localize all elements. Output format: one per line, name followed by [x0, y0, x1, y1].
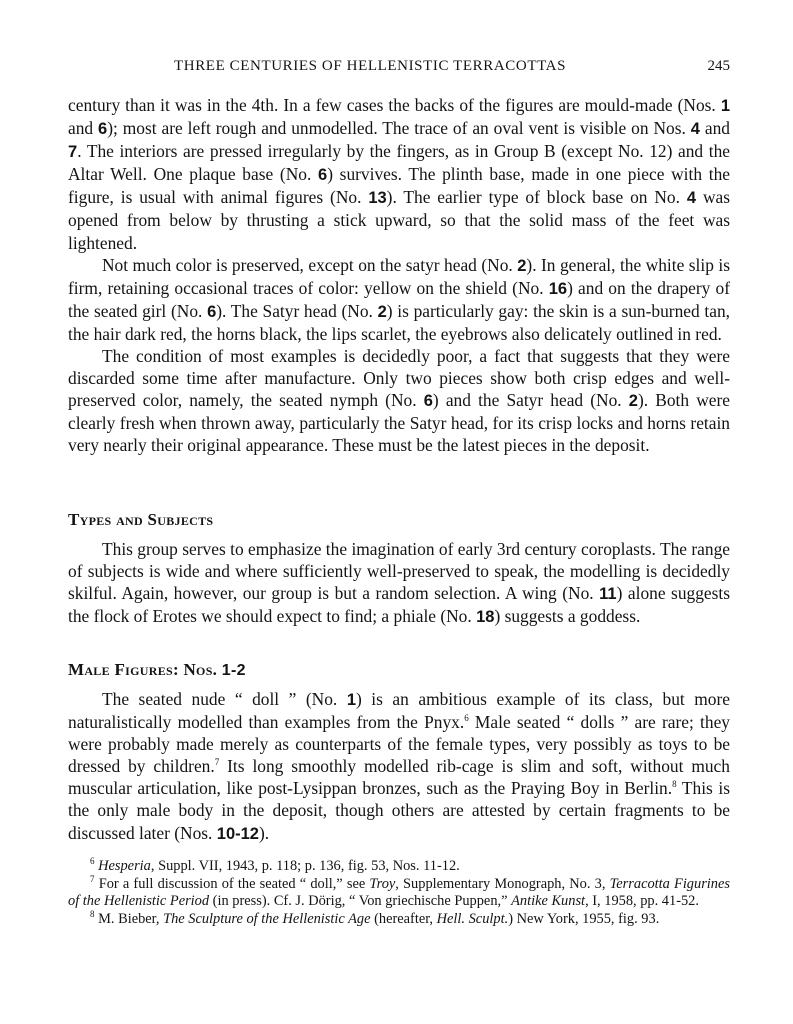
types-section-text	[68, 538, 730, 628]
male-section-text	[68, 688, 730, 845]
section-heading-male-figures: Male Figures: Nos. 1-2	[68, 660, 246, 679]
paragraph-types: This group serves to emphasize the imagination of early 3rd century coroplasts. The range of subjects is wide and where sufficiently well-preserved to speak, the modelling is decidedly skilful. Again, however, our group is but a random selection. A wing (No. 11) alone suggests the flock of Erotes we should expect to find; a phiale (No. 18) suggests a goddess.	[68, 539, 730, 627]
footnote-ref-7: 7	[214, 757, 220, 768]
footnote-8: $^8$ M. Bieber, The Sculpture of the Hellenistic Age (hereafter, Hell. Sculpt.) New York, 1955, fig. 93.	[90, 908, 660, 927]
footnote-6: $^6$ Hesperia, Suppl. VII, 1943, p. 118; p. 136, fig. 53, Nos. 11-12.	[90, 856, 460, 874]
running-title: THREE CENTURIES OF HELLENISTIC TERRACOTTAS	[174, 58, 567, 74]
footnote-ref-8: 8	[672, 779, 677, 790]
paragraph-condition: The condition of most examples is decidedly poor, a fact that suggests that they were discarded some time after manufacture. Only two pieces show both crisp edges and well-preserved color, namely, the seated nymph (No. 6) and the Satyr head (No. 2). Both were clearly fresh when thrown away, particularly the Satyr head, for its crisp locks and horns retain very nearly their original appearance. These must be the latest pieces in the deposit.	[68, 346, 730, 456]
main-text	[68, 94, 730, 457]
running-header	[68, 58, 730, 80]
footnotes	[68, 858, 730, 928]
page-number: 245	[707, 58, 730, 74]
paragraph-construction: century than it was in the 4th. In a few cases the backs of the figures are mould-made (Nos. 1 and 6); most are left rough and unmodelled. The trace of an oval vent is visible on Nos. 4 and 7. The interiors are pressed irregularly by the fingers, as in Group B (except No. 12) and the Altar Well. One plaque base (No. 6) survives. The plinth base, made in one piece with the figure, is usual with animal figures (No. 13). The earlier type of block base on No. 4 was opened from below by thrusting a stick upward, so that the solid mass of the feet was lightened.	[68, 95, 730, 253]
paragraph-male-figures: The seated nude “ doll ” (No. 1) is an ambitious example of its class, but more naturalistically modelled than examples from the Pnyx.$^6$ Male seated “ dolls ” are rare; they were probably made merely as counterparts of the female types, very possibly as toys to be dressed by children.$^7$ Its long smoothly modelled rib-cage is slim and soft, without much muscular articulation, like post-Lysippan bronzes, such as the Praying Boy in Berlin.$^8$ This is the only male body in the deposit, though others are attested by certain fragments to be discussed later (Nos. 10-12).	[68, 689, 730, 843]
paragraph-color: Not much color is preserved, except on the satyr head (No. 2). In general, the white slip is firm, retaining occasional traces of color: yellow on the shield (No. 16) and on the drapery of the seated girl (No. 6). The Satyr head (No. 2) is particularly gay: the skin is a sun-burned tan, the hair dark red, the horns black, the lips scarlet, the eyebrows also delicately outlined in red.	[68, 254, 730, 344]
section-heading-types-and-subjects: Types and Subjects	[68, 510, 214, 529]
footnote-7: $^7$ For a full discussion of the seated “ doll,” see Troy, Supplementary Monograph, No. 3, Terracotta Figurines of the Hellenistic Period (in press). Cf. J. Dörig, “ Von griechische Puppen,” Antike Kunst, I, 1958, pp. 41-52.	[68, 873, 730, 910]
footnote-ref-6: 6	[464, 713, 469, 724]
